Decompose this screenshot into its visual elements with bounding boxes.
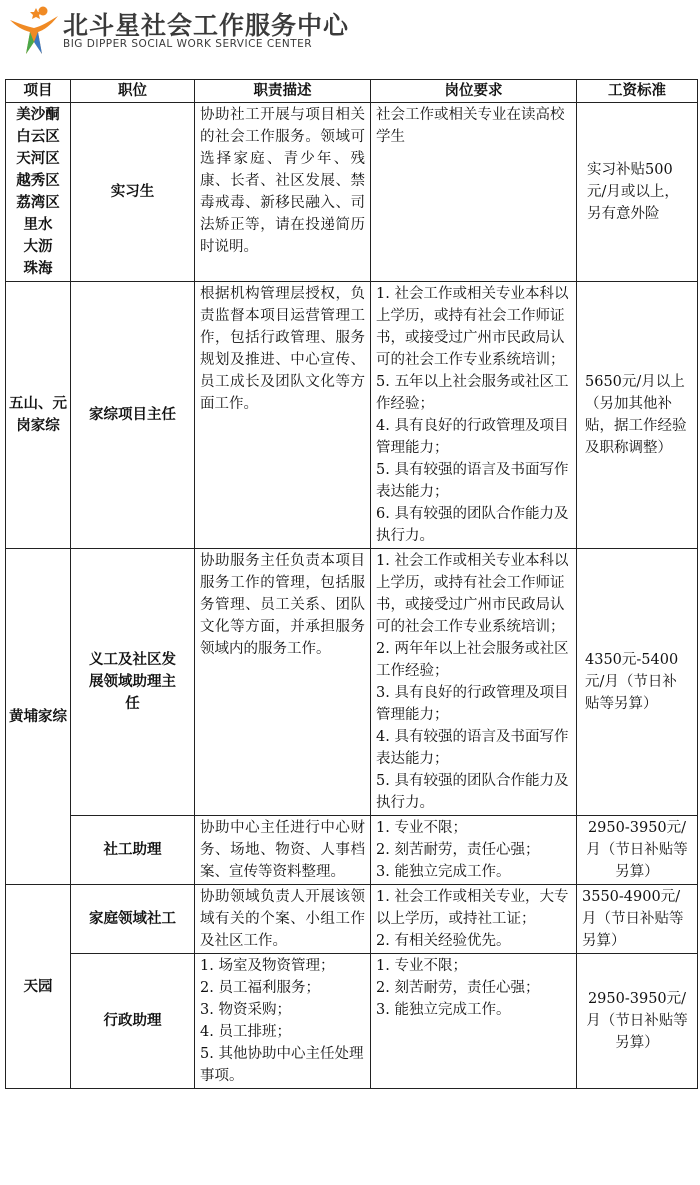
table-header-row	[6, 80, 698, 103]
requirement-item: 5. 具有较强的团队合作能力及执行力。	[376, 773, 569, 811]
project-name: 越秀区	[16, 173, 60, 189]
project-name: 荔湾区	[16, 195, 60, 211]
salary-cell: 3550-4900元/月（节日补贴等另算）	[577, 885, 698, 954]
position-cell: 行政助理	[71, 954, 195, 1089]
header-requirements: 岗位要求	[371, 80, 577, 103]
description-cell: 根据机构管理层授权，负责监督本项目运营管理工作，包括行政管理、服务规划及推进、中心宣传、员工成长及团队文化等方面工作。	[195, 282, 371, 549]
requirement-item: 4. 具有较强的语言及书面写作表达能力；	[376, 729, 569, 767]
position-cell: 家庭领域社工	[71, 885, 195, 954]
requirement-item: 3. 能独立完成工作。	[376, 864, 511, 880]
description-cell: 协助服务主任负责本项目服务工作的管理，包括服务管理、员工关系、团队文化等方面，并承担服务领域内的服务工作。	[195, 549, 371, 816]
description-item: 1. 场室及物资管理；	[200, 958, 335, 974]
description-cell: 协助领域负责人开展该领域有关的个案、小组工作及社区工作。	[195, 885, 371, 954]
header-position: 职位	[71, 80, 195, 103]
salary-cell: 2950-3950元/月（节日补贴等另算）	[577, 816, 698, 885]
project-cell: 黄埔家综	[6, 549, 71, 885]
description-cell	[195, 954, 371, 1089]
description-cell: 协助中心主任进行中心财务、场地、物资、人事档案、宣传等资料整理。	[195, 816, 371, 885]
requirement-item: 1. 社会工作或相关专业，大专以上学历，或持社工证；	[376, 889, 569, 927]
requirements-cell	[371, 954, 577, 1089]
table-row	[6, 103, 698, 282]
position-cell: 实习生	[71, 103, 195, 282]
requirements-cell	[371, 885, 577, 954]
project-name: 珠海	[23, 261, 53, 277]
figure-star-logo-icon	[6, 2, 62, 58]
requirement-item: 5. 五年以上社会服务或社区工作经验；	[376, 374, 569, 412]
requirement-item: 1. 专业不限；	[376, 820, 467, 836]
org-name-en: BIG DIPPER SOCIAL WORK SERVICE CENTER	[63, 38, 313, 50]
salary-cell: 2950-3950元/月（节日补贴等另算）	[577, 954, 698, 1089]
requirements-cell	[371, 103, 577, 282]
requirement-item: 6. 具有较强的团队合作能力及执行力。	[376, 506, 569, 544]
page-header	[0, 0, 700, 62]
salary-cell: 4350元-5400元/月（节日补贴等另算）	[577, 549, 698, 816]
requirement-item: 2. 有相关经验优先。	[376, 933, 511, 949]
header-salary: 工资标准	[577, 80, 698, 103]
project-cell: 五山、元岗家综	[6, 282, 71, 549]
table-row	[6, 954, 698, 1089]
requirement-item: 社会工作或相关专业在读高校学生	[376, 107, 565, 145]
table-row	[6, 885, 698, 954]
description-item: 4. 员工排班；	[200, 1024, 291, 1040]
project-cell	[6, 103, 71, 282]
requirement-item: 1. 专业不限；	[376, 958, 467, 974]
description-cell: 协助社工开展与项目相关的社会工作服务。领域可选择家庭、青少年、残康、长者、社区发展、禁毒戒毒、新移民融入、司法矫正等，请在投递简历时说明。	[195, 103, 371, 282]
requirement-item: 2. 刻苦耐劳，责任心强；	[376, 980, 540, 996]
table-row	[6, 549, 698, 816]
description-item: 3. 物资采购；	[200, 1002, 291, 1018]
header-description: 职责描述	[195, 80, 371, 103]
requirement-item: 1. 社会工作或相关专业本科以上学历，或持有社会工作师证书，或接受过广州市民政局认可的社会工作专业系统培训；	[376, 286, 569, 368]
requirement-item: 2. 两年年以上社会服务或社区工作经验；	[376, 641, 569, 679]
position-cell: 家综项目主任	[71, 282, 195, 549]
recruitment-table	[5, 79, 698, 1089]
requirements-cell	[371, 549, 577, 816]
position-cell: 义工及社区发展领域助理主任	[71, 549, 195, 816]
requirement-item: 1. 社会工作或相关专业本科以上学历，或持有社会工作师证书，或接受过广州市民政局认可的社会工作专业系统培训；	[376, 553, 569, 635]
project-cell: 天园	[6, 885, 71, 1089]
salary-cell: 实习补贴500元/月或以上，另有意外险	[577, 103, 698, 282]
requirements-cell	[371, 282, 577, 549]
project-name: 天河区	[16, 151, 60, 167]
requirement-item: 5. 具有较强的语言及书面写作表达能力；	[376, 462, 569, 500]
position-cell: 社工助理	[71, 816, 195, 885]
header-project: 项目	[6, 80, 71, 103]
description-item: 5. 其他协助中心主任处理事项。	[200, 1046, 364, 1084]
requirement-item: 3. 具有良好的行政管理及项目管理能力；	[376, 685, 569, 723]
description-item: 2. 员工福利服务；	[200, 980, 320, 996]
project-name: 里水	[23, 217, 53, 233]
requirements-cell	[371, 816, 577, 885]
requirement-item: 2. 刻苦耐劳，责任心强；	[376, 842, 540, 858]
project-name: 美沙酮	[16, 107, 60, 123]
project-name: 白云区	[16, 129, 60, 145]
table-row	[6, 816, 698, 885]
requirement-item: 3. 能独立完成工作。	[376, 1002, 511, 1018]
org-name-cn: 北斗星社会工作服务中心	[63, 11, 350, 40]
requirement-item: 4. 具有良好的行政管理及项目管理能力；	[376, 418, 569, 456]
salary-cell: 5650元/月以上（另加其他补贴，据工作经验及职称调整）	[577, 282, 698, 549]
table-row	[6, 282, 698, 549]
project-name: 大沥	[23, 239, 53, 255]
